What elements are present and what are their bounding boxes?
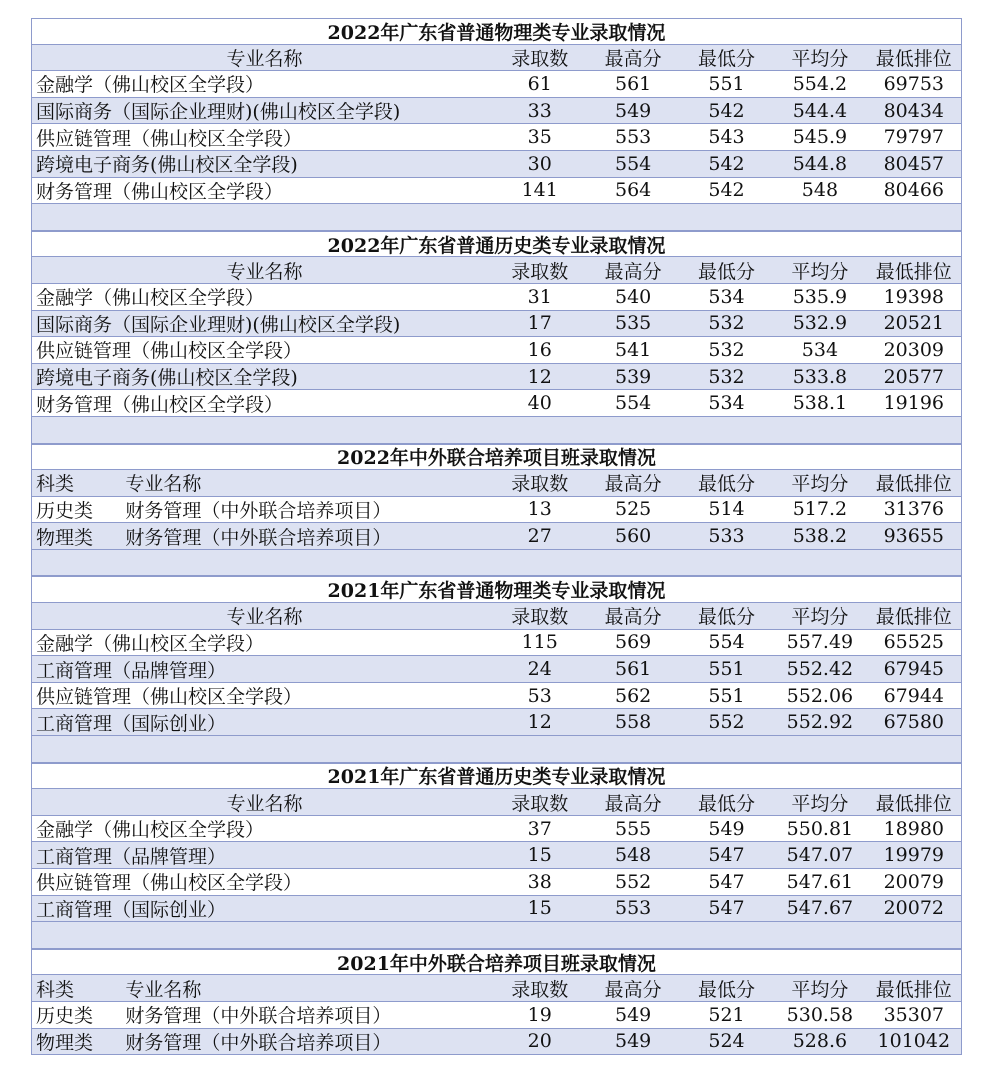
- header-max: 最高分: [604, 978, 662, 1001]
- max-cell: 549: [614, 99, 652, 122]
- header-row: [32, 975, 961, 1002]
- avg-cell: 548: [801, 179, 839, 202]
- admitted-cell: 20: [527, 1030, 552, 1053]
- avg-cell: 533.8: [792, 365, 848, 388]
- max-cell: 549: [614, 1030, 652, 1053]
- table-row: [32, 869, 961, 896]
- header-row: [32, 789, 961, 816]
- min-cell: 551: [708, 72, 745, 95]
- table-section: [32, 18, 961, 231]
- max-cell: 555: [614, 817, 652, 840]
- admitted-cell: 37: [527, 817, 552, 840]
- max-cell: 552: [614, 870, 652, 893]
- table-section: [32, 576, 961, 762]
- min-cell: 534: [708, 392, 745, 415]
- rank-cell: 35307: [883, 1003, 945, 1026]
- rank-cell: 31376: [883, 498, 945, 521]
- max-cell: 553: [614, 897, 652, 920]
- rank-cell: 67580: [883, 711, 945, 734]
- min-cell: 551: [708, 658, 745, 681]
- admitted-cell: 27: [527, 525, 552, 548]
- table-row: [32, 656, 961, 683]
- min-cell: 547: [708, 844, 745, 867]
- header-max: 最高分: [604, 792, 662, 815]
- rank-cell: 79797: [883, 126, 945, 149]
- major-name-cell: 供应链管理（佛山校区全学段）: [36, 127, 303, 150]
- min-cell: 549: [708, 817, 745, 840]
- spacer-row: [32, 417, 961, 444]
- header-max: 最高分: [604, 260, 662, 283]
- table-row: [32, 1002, 961, 1029]
- admitted-cell: 15: [527, 897, 552, 920]
- header-admitted: 录取数: [511, 473, 569, 496]
- table-row: [32, 709, 961, 736]
- avg-cell: 544.8: [792, 152, 848, 175]
- min-cell: 542: [708, 179, 745, 202]
- header-min: 最低分: [698, 978, 756, 1001]
- max-cell: 525: [614, 498, 652, 521]
- max-cell: 562: [614, 684, 652, 707]
- rank-cell: 93655: [883, 525, 945, 548]
- header-min: 最低分: [698, 792, 756, 815]
- table-row: [32, 523, 961, 550]
- table-row: [32, 497, 961, 524]
- major-name-cell: 跨境电子商务(佛山校区全学段): [36, 367, 298, 390]
- table-row: [32, 683, 961, 710]
- max-cell: 535: [614, 312, 652, 335]
- max-cell: 554: [614, 152, 652, 175]
- header-name: 专业名称: [226, 792, 303, 815]
- major-name-cell: 金融学（佛山校区全学段）: [36, 819, 265, 842]
- header-name: 专业名称: [125, 978, 202, 1001]
- rank-cell: 101042: [877, 1030, 951, 1053]
- avg-cell: 557.49: [786, 631, 854, 654]
- admitted-cell: 12: [527, 365, 552, 388]
- spacer-row: [32, 550, 961, 577]
- section-title: 2021年广东省普通物理类专业录取情况: [32, 576, 961, 603]
- header-min: 最低分: [698, 47, 756, 70]
- rank-cell: 20521: [883, 312, 945, 335]
- header-rank: 最低排位: [875, 260, 952, 283]
- major-name-cell: 财务管理（中外联合培养项目）: [125, 526, 392, 549]
- table-section: [32, 444, 961, 577]
- min-cell: 547: [708, 897, 745, 920]
- rank-cell: 20577: [883, 365, 945, 388]
- table-row: [32, 1029, 961, 1056]
- avg-cell: 530.58: [786, 1003, 854, 1026]
- avg-cell: 538.2: [792, 525, 848, 548]
- major-name-cell: 金融学（佛山校区全学段）: [36, 287, 265, 310]
- min-cell: 552: [708, 711, 745, 734]
- rank-cell: 80466: [883, 179, 945, 202]
- header-min: 最低分: [698, 473, 756, 496]
- table-row: [32, 124, 961, 151]
- major-name-cell: 供应链管理（佛山校区全学段）: [36, 340, 303, 363]
- avg-cell: 552.42: [786, 658, 854, 681]
- header-admitted: 录取数: [511, 792, 569, 815]
- major-name-cell: 工商管理（国际创业）: [36, 898, 227, 921]
- category-cell: 物理类: [36, 1031, 94, 1054]
- admitted-cell: 40: [527, 392, 552, 415]
- header-avg: 平均分: [791, 473, 849, 496]
- major-name-cell: 财务管理（佛山校区全学段）: [36, 180, 284, 203]
- min-cell: 554: [708, 631, 745, 654]
- table-row: [32, 71, 961, 98]
- table-row: [32, 151, 961, 178]
- header-category: 科类: [36, 473, 75, 496]
- major-name-cell: 金融学（佛山校区全学段）: [36, 74, 265, 97]
- max-cell: 554: [614, 392, 652, 415]
- admitted-cell: 16: [527, 338, 552, 361]
- major-name-cell: 工商管理（品牌管理）: [36, 659, 227, 682]
- major-name-cell: 国际商务（国际企业理财)(佛山校区全学段): [36, 313, 401, 336]
- rank-cell: 69753: [883, 72, 945, 95]
- avg-cell: 544.4: [792, 99, 848, 122]
- table-row: [32, 337, 961, 364]
- avg-cell: 535.9: [792, 285, 848, 308]
- admitted-cell: 141: [521, 179, 558, 202]
- major-name-cell: 财务管理（佛山校区全学段）: [36, 393, 284, 416]
- avg-cell: 534: [801, 338, 839, 361]
- rank-cell: 80457: [883, 152, 945, 175]
- rank-cell: 80434: [883, 99, 945, 122]
- table-row: [32, 390, 961, 417]
- min-cell: 551: [708, 684, 745, 707]
- min-cell: 534: [708, 285, 745, 308]
- rank-cell: 67944: [883, 684, 945, 707]
- spacer-row: [32, 736, 961, 763]
- max-cell: 548: [614, 844, 652, 867]
- table-section: [32, 949, 961, 1055]
- major-name-cell: 工商管理（品牌管理）: [36, 845, 227, 868]
- avg-cell: 547.61: [786, 870, 854, 893]
- admission-tables: [31, 18, 962, 1055]
- section-title: 2021年广东省普通历史类专业录取情况: [32, 763, 961, 790]
- major-name-cell: 供应链管理（佛山校区全学段）: [36, 686, 303, 709]
- max-cell: 569: [614, 631, 652, 654]
- table-section: [32, 231, 961, 444]
- admitted-cell: 19: [527, 1003, 552, 1026]
- header-name: 专业名称: [226, 47, 303, 70]
- header-min: 最低分: [698, 260, 756, 283]
- max-cell: 540: [614, 285, 652, 308]
- avg-cell: 538.1: [792, 392, 848, 415]
- header-admitted: 录取数: [511, 978, 569, 1001]
- max-cell: 560: [614, 525, 652, 548]
- rank-cell: 65525: [883, 631, 945, 654]
- admitted-cell: 13: [527, 498, 552, 521]
- rank-cell: 20079: [883, 870, 945, 893]
- header-avg: 平均分: [791, 978, 849, 1001]
- admitted-cell: 115: [521, 631, 558, 654]
- header-avg: 平均分: [791, 47, 849, 70]
- category-cell: 历史类: [36, 1005, 94, 1028]
- avg-cell: 550.81: [786, 817, 854, 840]
- avg-cell: 547.07: [786, 844, 854, 867]
- header-avg: 平均分: [791, 792, 849, 815]
- avg-cell: 532.9: [792, 312, 848, 335]
- avg-cell: 552.06: [786, 684, 854, 707]
- min-cell: 542: [708, 152, 745, 175]
- admitted-cell: 38: [527, 870, 552, 893]
- avg-cell: 545.9: [792, 126, 848, 149]
- admitted-cell: 15: [527, 844, 552, 867]
- table-row: [32, 284, 961, 311]
- header-row: [32, 470, 961, 497]
- admitted-cell: 61: [527, 72, 552, 95]
- header-name: 专业名称: [226, 260, 303, 283]
- rank-cell: 20072: [883, 897, 945, 920]
- admitted-cell: 17: [527, 312, 552, 335]
- header-rank: 最低排位: [875, 792, 952, 815]
- header-min: 最低分: [698, 606, 756, 629]
- min-cell: 532: [708, 338, 745, 361]
- max-cell: 561: [614, 72, 652, 95]
- section-title: 2022年中外联合培养项目班录取情况: [32, 444, 961, 471]
- table-row: [32, 364, 961, 391]
- table-row: [32, 816, 961, 843]
- max-cell: 549: [614, 1003, 652, 1026]
- max-cell: 564: [614, 179, 652, 202]
- min-cell: 524: [708, 1030, 745, 1053]
- header-rank: 最低排位: [875, 47, 952, 70]
- major-name-cell: 财务管理（中外联合培养项目）: [125, 499, 392, 522]
- min-cell: 514: [708, 498, 745, 521]
- avg-cell: 517.2: [792, 498, 848, 521]
- header-avg: 平均分: [791, 606, 849, 629]
- table-row: [32, 630, 961, 657]
- section-title: 2021年中外联合培养项目班录取情况: [32, 949, 961, 976]
- spacer-row: [32, 204, 961, 231]
- category-cell: 物理类: [36, 526, 94, 549]
- admitted-cell: 12: [527, 711, 552, 734]
- header-admitted: 录取数: [511, 606, 569, 629]
- header-category: 科类: [36, 978, 75, 1001]
- admitted-cell: 33: [527, 99, 552, 122]
- max-cell: 561: [614, 658, 652, 681]
- max-cell: 539: [614, 365, 652, 388]
- rank-cell: 19196: [883, 392, 945, 415]
- table-row: [32, 896, 961, 923]
- major-name-cell: 财务管理（中外联合培养项目）: [125, 1005, 392, 1028]
- admitted-cell: 30: [527, 152, 552, 175]
- spacer-row: [32, 922, 961, 949]
- admitted-cell: 24: [527, 658, 552, 681]
- header-rank: 最低排位: [875, 473, 952, 496]
- min-cell: 542: [708, 99, 745, 122]
- rank-cell: 18980: [883, 817, 945, 840]
- major-name-cell: 工商管理（国际创业）: [36, 712, 227, 735]
- rank-cell: 19979: [883, 844, 945, 867]
- category-cell: 历史类: [36, 499, 94, 522]
- min-cell: 532: [708, 312, 745, 335]
- max-cell: 541: [614, 338, 652, 361]
- header-row: [32, 603, 961, 630]
- header-rank: 最低排位: [875, 978, 952, 1001]
- admitted-cell: 31: [527, 285, 552, 308]
- avg-cell: 528.6: [792, 1030, 848, 1053]
- header-max: 最高分: [604, 47, 662, 70]
- avg-cell: 554.2: [792, 72, 848, 95]
- major-name-cell: 财务管理（中外联合培养项目）: [125, 1031, 392, 1054]
- major-name-cell: 供应链管理（佛山校区全学段）: [36, 872, 303, 895]
- avg-cell: 547.67: [786, 897, 854, 920]
- header-rank: 最低排位: [875, 606, 952, 629]
- header-admitted: 录取数: [511, 47, 569, 70]
- rank-cell: 67945: [883, 658, 945, 681]
- header-admitted: 录取数: [511, 260, 569, 283]
- admitted-cell: 53: [527, 684, 552, 707]
- avg-cell: 552.92: [786, 711, 854, 734]
- section-title: 2022年广东省普通物理类专业录取情况: [32, 18, 961, 45]
- rank-cell: 20309: [883, 338, 945, 361]
- table-row: [32, 842, 961, 869]
- admitted-cell: 35: [527, 126, 552, 149]
- min-cell: 532: [708, 365, 745, 388]
- table-row: [32, 311, 961, 338]
- major-name-cell: 金融学（佛山校区全学段）: [36, 632, 265, 655]
- min-cell: 547: [708, 870, 745, 893]
- min-cell: 543: [708, 126, 745, 149]
- table-section: [32, 763, 961, 949]
- header-max: 最高分: [604, 473, 662, 496]
- rank-cell: 19398: [883, 285, 945, 308]
- major-name-cell: 国际商务（国际企业理财)(佛山校区全学段): [36, 101, 401, 124]
- header-max: 最高分: [604, 606, 662, 629]
- major-name-cell: 跨境电子商务(佛山校区全学段): [36, 154, 298, 177]
- section-title: 2022年广东省普通历史类专业录取情况: [32, 231, 961, 258]
- header-name: 专业名称: [226, 606, 303, 629]
- max-cell: 558: [614, 711, 652, 734]
- header-name: 专业名称: [125, 473, 202, 496]
- table-row: [32, 178, 961, 205]
- min-cell: 533: [708, 525, 745, 548]
- header-row: [32, 257, 961, 284]
- min-cell: 521: [708, 1003, 745, 1026]
- max-cell: 553: [614, 126, 652, 149]
- header-avg: 平均分: [791, 260, 849, 283]
- header-row: [32, 45, 961, 72]
- table-row: [32, 98, 961, 125]
